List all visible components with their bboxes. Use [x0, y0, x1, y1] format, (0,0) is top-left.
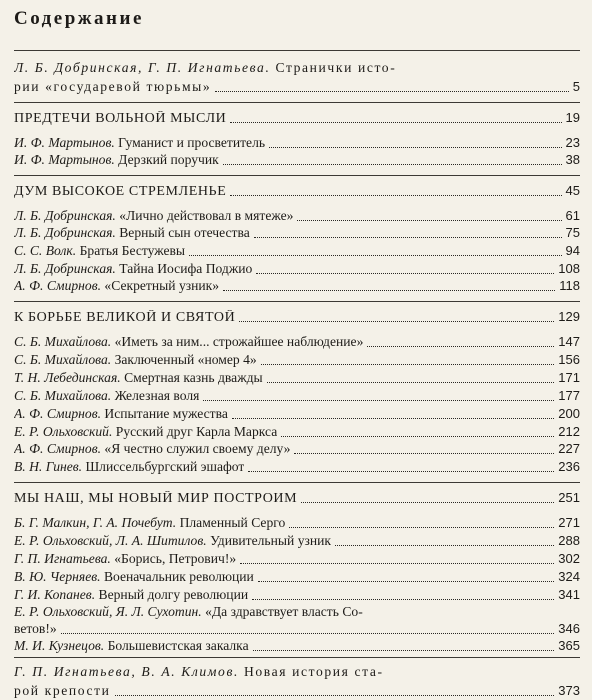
entry-author: Б. Г. Малкин, Г. А. Почебут. [14, 515, 177, 530]
toc-entry[interactable] [14, 459, 580, 476]
entry-title: Верный сын отечества [119, 225, 250, 240]
leader-dots [203, 399, 554, 401]
section-title: МЫ НАШ, МЫ НОВЫЙ МИР ПОСТРОИМ [14, 491, 298, 506]
entry-title: «Секретный узник» [104, 278, 220, 293]
page-number: 108 [558, 261, 580, 276]
leader-dots [232, 417, 554, 419]
entry-title: «Да здравствует власть Со- [205, 604, 363, 619]
section-divider [14, 175, 580, 176]
section-divider [14, 301, 580, 302]
leader-dots [230, 121, 561, 123]
entry-title: Новая история ста- [243, 664, 384, 679]
page-number: 324 [558, 569, 580, 584]
page-number: 177 [558, 388, 580, 403]
entry-title: «Лично действовал в мятеже» [119, 208, 294, 223]
leader-dots [189, 254, 561, 256]
entry-author: Л. Б. Добринская. [14, 261, 116, 276]
entry-title: Смертная казнь дважды [124, 370, 263, 385]
section-title: К БОРЬБЕ ВЕЛИКОЙ И СВЯТОЙ [14, 310, 236, 325]
entry-title: Русский друг Карла Маркса [115, 424, 278, 439]
section-heading[interactable] [14, 309, 580, 326]
page-title: Содержание [14, 8, 144, 29]
leader-dots [301, 501, 554, 503]
leader-dots [256, 272, 554, 274]
page-number: 236 [558, 459, 580, 474]
page-number: 156 [558, 352, 580, 367]
leader-dots [335, 544, 554, 546]
entry-author: И. Ф. Мартынов. [14, 152, 115, 167]
entry-title: Странички исто- [275, 60, 397, 75]
page-number: 118 [559, 278, 580, 293]
entry-author: Л. Б. Добринская. [14, 225, 116, 240]
toc-entry[interactable] [14, 638, 580, 655]
toc-entry[interactable] [14, 551, 580, 568]
leader-dots [252, 598, 554, 600]
leader-dots [253, 649, 555, 651]
toc-entry[interactable] [14, 225, 580, 242]
toc-entry[interactable] [14, 370, 580, 387]
entry-author: А. Ф. Смирнов. [14, 406, 102, 421]
entry-author: Е. Р. Ольховский, Я. Л. Сухотин. [14, 604, 202, 619]
leader-dots [258, 580, 554, 582]
toc-entry[interactable] [14, 424, 580, 441]
toc-entry[interactable] [14, 587, 580, 604]
entry-title: рой крепости [14, 683, 111, 698]
toc-entry[interactable] [14, 533, 580, 550]
page-number: 61 [565, 208, 580, 223]
entry-title: Железная воля [114, 388, 200, 403]
entry-title: Верный долгу революции [98, 587, 249, 602]
toc-entry[interactable] [14, 683, 580, 700]
entry-title: Дерзкий поручик [118, 152, 219, 167]
toc-entry[interactable] [14, 208, 580, 225]
toc-entry[interactable] [14, 243, 580, 260]
leader-dots [281, 435, 554, 437]
section-divider [14, 50, 580, 51]
entry-author: А. Ф. Смирнов. [14, 441, 102, 456]
section-divider [14, 102, 580, 103]
leader-dots [239, 320, 554, 322]
entry-title: Военачальник революции [103, 569, 254, 584]
leader-dots [230, 194, 561, 196]
page-number: 346 [558, 621, 580, 636]
entry-title: Заключенный «номер 4» [114, 352, 257, 367]
toc-entry[interactable] [14, 664, 580, 681]
toc-entry[interactable] [14, 441, 580, 458]
toc-entry[interactable] [14, 334, 580, 351]
page-number: 341 [558, 587, 580, 602]
page-number: 23 [565, 135, 580, 150]
leader-dots [294, 452, 554, 454]
toc-entry[interactable] [14, 278, 580, 295]
leader-dots [248, 470, 554, 472]
leader-dots [289, 526, 554, 528]
entry-author: Г. И. Копанев. [14, 587, 96, 602]
entry-title: ветов!» [14, 621, 57, 636]
toc-entry[interactable] [14, 569, 580, 586]
entry-author: Е. Р. Ольховский, Л. А. Шитилов. [14, 533, 207, 548]
toc-entry[interactable] [14, 135, 580, 152]
entry-title: Тайна Иосифа Поджио [119, 261, 253, 276]
page-number: 365 [558, 638, 580, 653]
page-number: 147 [558, 334, 580, 349]
page-number: 373 [558, 683, 580, 698]
section-heading[interactable] [14, 110, 580, 127]
leader-dots [223, 289, 555, 291]
page-number: 288 [558, 533, 580, 548]
page-number: 45 [565, 183, 580, 198]
page-number: 75 [565, 225, 580, 240]
leader-dots [254, 236, 562, 238]
entry-author: Е. Р. Ольховский. [14, 424, 113, 439]
page-number: 5 [572, 79, 580, 94]
entry-title: Удивительный узник [210, 533, 332, 548]
entry-title: Пламенный Серго [179, 515, 286, 530]
entry-title: Гуманист и просветитель [118, 135, 266, 150]
leader-dots [261, 363, 555, 365]
page-number: 19 [565, 110, 580, 125]
section-divider [14, 657, 580, 658]
page-number: 129 [558, 309, 580, 324]
entry-author: Л. Б. Добринская. [14, 208, 116, 223]
entry-author: Л. Б. Добринская, Г. П. Игнатьева. [14, 60, 271, 75]
entry-author: И. Ф. Мартынов. [14, 135, 115, 150]
toc-entry[interactable] [14, 152, 580, 169]
page-number: 271 [558, 515, 580, 530]
entry-title: «Борись, Петрович!» [114, 551, 237, 566]
section-heading[interactable] [14, 183, 580, 200]
page-number: 94 [565, 243, 580, 258]
leader-dots [269, 146, 561, 148]
section-title: ПРЕДТЕЧИ ВОЛЬНОЙ МЫСЛИ [14, 111, 227, 126]
toc-entry[interactable] [14, 604, 580, 621]
page-number: 302 [558, 551, 580, 566]
page-number: 251 [558, 490, 580, 505]
leader-dots [223, 163, 562, 165]
entry-author: С. Б. Михайлова. [14, 352, 112, 367]
leader-dots [297, 219, 561, 221]
entry-author: С. С. Волк. [14, 243, 77, 258]
leader-dots [115, 694, 555, 696]
section-divider [14, 482, 580, 483]
section-heading[interactable] [14, 490, 580, 507]
entry-author: В. Ю. Черняев. [14, 569, 101, 584]
toc-entry[interactable] [14, 621, 580, 638]
entry-title: Братья Бестужевы [79, 243, 186, 258]
entry-title: «Я честно служил своему делу» [104, 441, 291, 456]
entry-title: Большевистская закалка [107, 638, 249, 653]
entry-author: В. Н. Гинев. [14, 459, 83, 474]
toc-entry[interactable] [14, 406, 580, 423]
toc-entry[interactable] [14, 515, 580, 532]
leader-dots [240, 562, 554, 564]
entry-title: Испытание мужества [104, 406, 228, 421]
toc-entry[interactable] [14, 261, 580, 278]
page-number: 38 [565, 152, 580, 167]
entry-title: рии «государевой тюрьмы» [14, 79, 212, 94]
entry-author: Г. П. Игнатьева. [14, 551, 111, 566]
toc-entry[interactable] [14, 388, 580, 405]
page-number: 200 [558, 406, 580, 421]
leader-dots [61, 632, 555, 634]
page-number: 227 [558, 441, 580, 456]
leader-dots [267, 381, 555, 383]
page-number: 212 [558, 424, 580, 439]
entry-author: С. Б. Михайлова. [14, 388, 112, 403]
section-title: ДУМ ВЫСОКОЕ СТРЕМЛЕНЬЕ [14, 184, 227, 199]
entry-author: Т. Н. Лебединская. [14, 370, 121, 385]
leader-dots [215, 90, 568, 92]
entry-author: Г. П. Игнатьева, В. А. Климов. [14, 664, 239, 679]
entry-author: А. Ф. Смирнов. [14, 278, 102, 293]
toc-entry[interactable] [14, 352, 580, 369]
leader-dots [367, 345, 554, 347]
toc-entry[interactable] [14, 79, 580, 96]
toc-entry[interactable] [14, 60, 580, 77]
entry-author: С. Б. Михайлова. [14, 334, 112, 349]
entry-title: «Иметь за ним... строжайшее наблюдение» [114, 334, 364, 349]
entry-title: Шлиссельбургский эшафот [85, 459, 245, 474]
entry-author: М. И. Кузнецов. [14, 638, 105, 653]
page-number: 171 [558, 370, 580, 385]
